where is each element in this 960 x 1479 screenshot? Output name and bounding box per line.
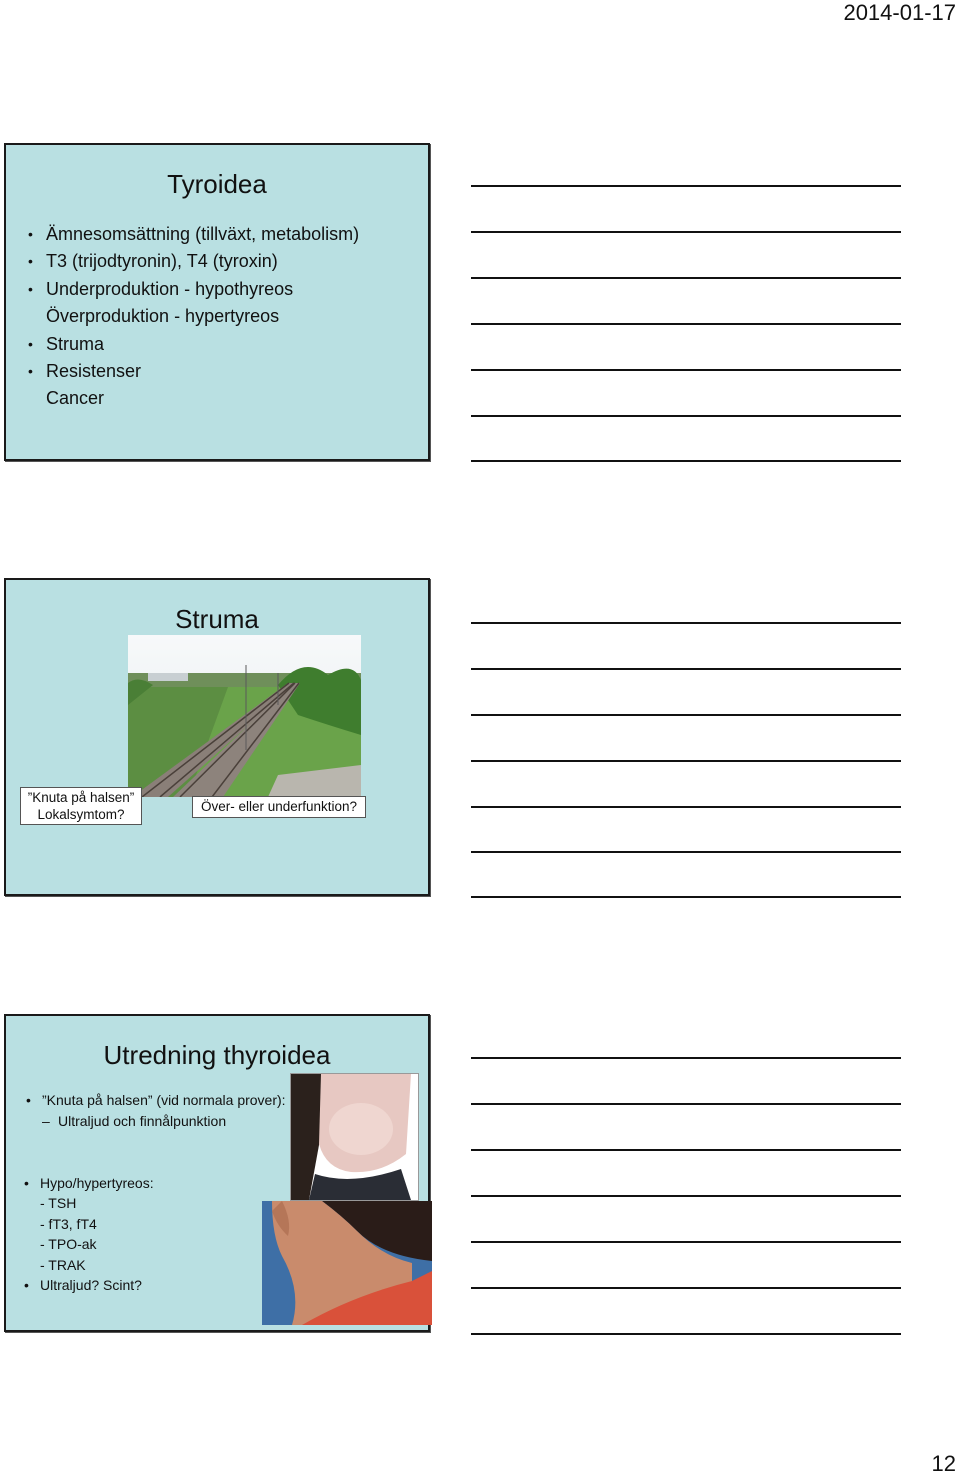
list-item: - TRAK bbox=[40, 1257, 86, 1273]
note-line bbox=[471, 714, 901, 716]
callout-text: ”Knuta på halsen” bbox=[27, 790, 135, 805]
note-line bbox=[471, 1149, 901, 1151]
bullet-ultraljud: • Ultraljud? Scint? bbox=[40, 1275, 142, 1296]
note-line bbox=[471, 896, 901, 898]
note-line bbox=[471, 1195, 901, 1197]
slide-title: Utredning thyroidea bbox=[103, 1040, 331, 1070]
list-item: - TPO-ak bbox=[40, 1236, 97, 1252]
note-line bbox=[471, 622, 901, 624]
list-item: Överproduktion - hypertyreos bbox=[46, 306, 280, 327]
page-date: 2014-01-17 bbox=[843, 0, 956, 25]
sub-item bbox=[42, 1111, 227, 1132]
neck-photo-side bbox=[262, 1201, 432, 1325]
note-line bbox=[471, 415, 901, 417]
list-item: - TSH bbox=[40, 1195, 77, 1211]
note-line bbox=[471, 1241, 901, 1243]
note-line bbox=[471, 1287, 901, 1289]
slide-utredning bbox=[4, 1014, 430, 1332]
list-item: • Underproduktion - hypothyreos bbox=[28, 276, 359, 303]
note-line bbox=[471, 277, 901, 279]
note-line bbox=[471, 1057, 901, 1059]
slide-title: Struma bbox=[175, 604, 259, 634]
page-number: 12 bbox=[931, 1451, 956, 1476]
note-line bbox=[471, 1333, 901, 1335]
sub-item-text: Ultraljud och finnålpunktion bbox=[58, 1113, 227, 1129]
note-line bbox=[471, 760, 901, 762]
list-item: • Resistenser bbox=[28, 358, 359, 385]
note-line bbox=[471, 369, 901, 371]
dash-marker: – bbox=[42, 1113, 50, 1129]
note-line bbox=[471, 231, 901, 233]
slide-tyroidea bbox=[4, 143, 430, 461]
bullet-hypo: • Hypo/hypertyreos: bbox=[40, 1173, 154, 1194]
slide-title: Tyroidea bbox=[167, 169, 267, 199]
callout-text: Lokalsymtom? bbox=[37, 807, 125, 822]
note-line bbox=[471, 806, 901, 808]
note-line bbox=[471, 460, 901, 462]
slide-struma bbox=[4, 578, 430, 896]
list-item: - fT3, fT4 bbox=[40, 1216, 97, 1232]
neck-photo-front bbox=[290, 1073, 419, 1201]
callout-funktion: Över- eller underfunktion? bbox=[192, 796, 366, 818]
list-item: Cancer bbox=[46, 388, 105, 409]
bullet-list bbox=[28, 221, 359, 413]
callout-knuta bbox=[20, 787, 142, 825]
note-line bbox=[471, 1103, 901, 1105]
railway-photo bbox=[128, 635, 361, 797]
note-line bbox=[471, 323, 901, 325]
note-line bbox=[471, 851, 901, 853]
bullet-knuta: • ”Knuta på halsen” (vid normala prover): bbox=[42, 1090, 286, 1111]
note-line bbox=[471, 668, 901, 670]
list-item: • T3 (trijodtyronin), T4 (tyroxin) bbox=[28, 248, 359, 275]
list-item: • Struma bbox=[28, 331, 359, 358]
list-item: • Ämnesomsättning (tillväxt, metabolism) bbox=[28, 221, 359, 248]
note-line bbox=[471, 185, 901, 187]
